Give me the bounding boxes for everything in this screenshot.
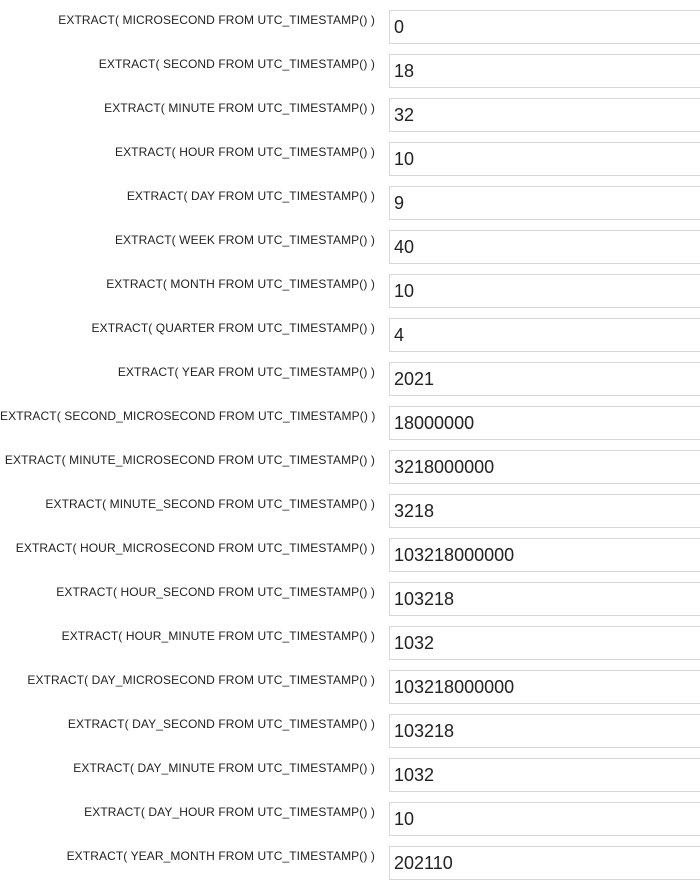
field-row-day [0, 186, 700, 230]
field-row-microsecond [0, 10, 700, 54]
field-label-second: EXTRACT( SECOND FROM UTC_TIMESTAMP() ) [98, 57, 375, 71]
field-row-year-month [0, 846, 700, 890]
field-input-minute[interactable] [389, 98, 700, 132]
field-input-year[interactable] [389, 362, 700, 396]
field-label-year: EXTRACT( YEAR FROM UTC_TIMESTAMP() ) [117, 365, 375, 379]
field-label-month: EXTRACT( MONTH FROM UTC_TIMESTAMP() ) [106, 277, 375, 291]
field-input-second-microsecond[interactable] [389, 406, 700, 440]
field-row-hour [0, 142, 700, 186]
field-input-day-microsecond[interactable] [389, 670, 700, 704]
field-label-hour-minute: EXTRACT( HOUR_MINUTE FROM UTC_TIMESTAMP() ) [61, 629, 375, 643]
field-label-minute-microsecond: EXTRACT( MINUTE_MICROSECOND FROM UTC_TIMESTAMP() ) [4, 453, 375, 467]
field-row-second [0, 54, 700, 98]
field-label-minute: EXTRACT( MINUTE FROM UTC_TIMESTAMP() ) [104, 101, 375, 115]
field-label-hour-microsecond: EXTRACT( HOUR_MICROSECOND FROM UTC_TIMESTAMP() ) [15, 541, 375, 555]
field-label-minute-second: EXTRACT( MINUTE_SECOND FROM UTC_TIMESTAMP() ) [45, 497, 375, 511]
field-input-hour-microsecond[interactable] [389, 538, 700, 572]
field-row-hour-second [0, 582, 700, 626]
field-input-minute-microsecond[interactable] [389, 450, 700, 484]
extract-results-form [0, 10, 700, 890]
field-row-minute-microsecond [0, 450, 700, 494]
field-label-year-month: EXTRACT( YEAR_MONTH FROM UTC_TIMESTAMP() ) [66, 849, 375, 863]
field-label-hour: EXTRACT( HOUR FROM UTC_TIMESTAMP() ) [114, 145, 375, 159]
field-input-microsecond[interactable] [389, 10, 700, 44]
field-input-second[interactable] [389, 54, 700, 88]
field-label-day-second: EXTRACT( DAY_SECOND FROM UTC_TIMESTAMP() ) [67, 717, 375, 731]
field-input-day-second[interactable] [389, 714, 700, 748]
field-input-year-month[interactable] [389, 846, 700, 880]
field-label-day-hour: EXTRACT( DAY_HOUR FROM UTC_TIMESTAMP() ) [84, 805, 375, 819]
field-input-month[interactable] [389, 274, 700, 308]
field-input-hour[interactable] [389, 142, 700, 176]
field-row-day-minute [0, 758, 700, 802]
field-row-day-microsecond [0, 670, 700, 714]
field-input-day-hour[interactable] [389, 802, 700, 836]
field-row-hour-minute [0, 626, 700, 670]
field-row-month [0, 274, 700, 318]
field-label-week: EXTRACT( WEEK FROM UTC_TIMESTAMP() ) [114, 233, 375, 247]
field-row-hour-microsecond [0, 538, 700, 582]
field-label-microsecond: EXTRACT( MICROSECOND FROM UTC_TIMESTAMP() ) [58, 13, 375, 27]
field-input-hour-second[interactable] [389, 582, 700, 616]
field-row-quarter [0, 318, 700, 362]
field-input-quarter[interactable] [389, 318, 700, 352]
field-row-second-microsecond [0, 406, 700, 450]
field-input-minute-second[interactable] [389, 494, 700, 528]
field-label-day-minute: EXTRACT( DAY_MINUTE FROM UTC_TIMESTAMP() ) [73, 761, 375, 775]
field-row-year [0, 362, 700, 406]
field-input-hour-minute[interactable] [389, 626, 700, 660]
field-label-second-microsecond: EXTRACT( SECOND_MICROSECOND FROM UTC_TIMESTAMP() ) [0, 409, 376, 423]
field-label-hour-second: EXTRACT( HOUR_SECOND FROM UTC_TIMESTAMP() ) [56, 585, 375, 599]
field-input-day-minute[interactable] [389, 758, 700, 792]
field-row-minute-second [0, 494, 700, 538]
field-label-quarter: EXTRACT( QUARTER FROM UTC_TIMESTAMP() ) [91, 321, 375, 335]
field-row-day-hour [0, 802, 700, 846]
field-input-week[interactable] [389, 230, 700, 264]
field-row-minute [0, 98, 700, 142]
field-label-day: EXTRACT( DAY FROM UTC_TIMESTAMP() ) [126, 189, 375, 203]
field-row-day-second [0, 714, 700, 758]
field-label-day-microsecond: EXTRACT( DAY_MICROSECOND FROM UTC_TIMESTAMP() ) [27, 673, 375, 687]
field-row-week [0, 230, 700, 274]
field-input-day[interactable] [389, 186, 700, 220]
